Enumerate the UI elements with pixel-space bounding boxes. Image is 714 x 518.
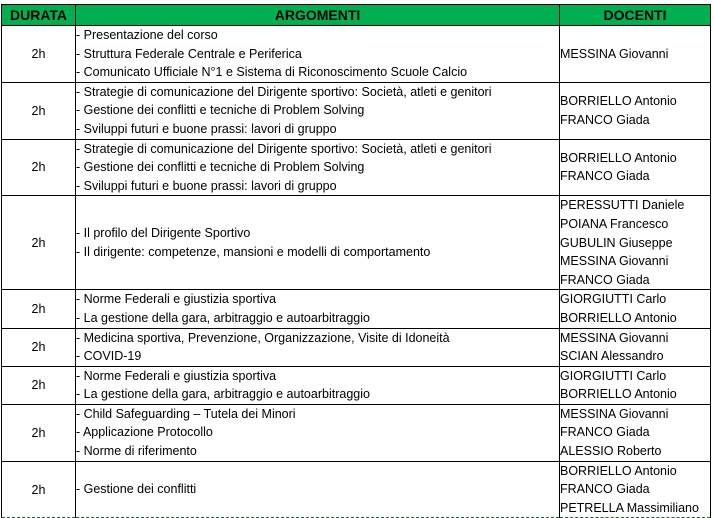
argomenti-cell	[76, 366, 560, 404]
docenti-cell	[560, 328, 711, 366]
durata-cell: 2h	[2, 366, 76, 404]
argomento-line: - Strategie di comunicazione del Dirigente sportivo: Società, atleti e genitori	[76, 84, 492, 99]
docente-line: BORRIELLO Antonio	[560, 310, 677, 325]
docenti-cell	[560, 82, 711, 139]
argomenti-cell	[76, 82, 560, 139]
table-row	[2, 461, 711, 518]
argomento-line: - Sviluppi futuri e buone prassi: lavori di gruppo	[76, 178, 337, 193]
docenti-cell	[560, 26, 711, 83]
argomenti-cell	[76, 461, 560, 518]
durata-cell: 2h	[2, 82, 76, 139]
table-row	[2, 290, 711, 328]
argomento-line: - COVID-19	[76, 349, 142, 364]
table-row	[2, 139, 711, 196]
argomento-line: - Struttura Federale Centrale e Periferica	[76, 46, 302, 61]
docente-line: FRANCO Giada	[560, 169, 650, 184]
durata-cell: 2h	[2, 461, 76, 518]
docente-line: BORRIELLO Antonio	[560, 387, 677, 402]
docente-line: GUBULIN Giuseppe	[560, 235, 673, 250]
argomento-line: - Il dirigente: competenze, mansioni e modelli di comportamento	[76, 244, 431, 259]
table-row	[2, 404, 711, 461]
schedule-table	[1, 4, 711, 518]
header-argomenti: ARGOMENTI	[76, 5, 560, 26]
argomento-line: - Child Safeguarding – Tutela dei Minori	[76, 406, 296, 421]
table-row	[2, 366, 711, 404]
docenti-cell	[560, 290, 711, 328]
docente-line: ALESSIO Roberto	[560, 444, 662, 459]
table-row	[2, 26, 711, 83]
argomenti-cell	[76, 404, 560, 461]
docente-line: MESSINA Giovanni	[560, 330, 669, 345]
argomenti-cell	[76, 328, 560, 366]
table-row	[2, 196, 711, 290]
docente-line: FRANCO Giada	[560, 272, 650, 287]
durata-cell: 2h	[2, 26, 76, 83]
docente-line: BORRIELLO Antonio	[560, 463, 677, 478]
docente-line: SCIAN Alessandro	[560, 349, 664, 364]
docente-line: MESSINA Giovanni	[560, 406, 669, 421]
docente-line: PETRELLA Massimiliano	[560, 500, 699, 515]
argomento-line: - Norme Federali e giustizia sportiva	[76, 292, 277, 307]
docente-line: MESSINA Giovanni	[560, 46, 669, 61]
docente-line: FRANCO Giada	[560, 425, 650, 440]
argomento-line: - Medicina sportiva, Prevenzione, Organizzazione, Visite di Idoneità	[76, 330, 450, 345]
argomenti-cell	[76, 139, 560, 196]
docenti-cell	[560, 196, 711, 290]
docente-line: PERESSUTTI Daniele	[560, 198, 685, 213]
docente-line: BORRIELLO Antonio	[560, 94, 677, 109]
argomento-line: - Norme di riferimento	[76, 444, 197, 459]
header-docenti: DOCENTI	[560, 5, 711, 26]
docenti-cell	[560, 139, 711, 196]
schedule-body	[2, 26, 711, 518]
table-row	[2, 328, 711, 366]
durata-cell: 2h	[2, 290, 76, 328]
argomento-line: - Strategie di comunicazione del Dirigente sportivo: Società, atleti e genitori	[76, 141, 492, 156]
argomenti-cell	[76, 290, 560, 328]
docente-line: FRANCO Giada	[560, 482, 650, 497]
durata-cell: 2h	[2, 404, 76, 461]
docenti-cell	[560, 366, 711, 404]
argomento-line: - La gestione della gara, arbitraggio e autoarbitraggio	[76, 387, 370, 402]
argomento-line: - Gestione dei conflitti e tecniche di Problem Solving	[76, 103, 365, 118]
argomento-line: - Il profilo del Dirigente Sportivo	[76, 226, 251, 241]
docente-line: BORRIELLO Antonio	[560, 150, 677, 165]
argomento-line: - Gestione dei conflitti e tecniche di Problem Solving	[76, 160, 365, 175]
argomenti-cell	[76, 196, 560, 290]
argomento-line: - Norme Federali e giustizia sportiva	[76, 368, 277, 383]
docente-line: GIORGIUTTI Carlo	[560, 368, 667, 383]
argomento-line: - Applicazione Protocollo	[76, 425, 213, 440]
argomento-line: - Presentazione del corso	[76, 28, 218, 42]
argomento-line: - La gestione della gara, arbitraggio e autoarbitraggio	[76, 310, 370, 325]
table-row	[2, 82, 711, 139]
argomento-line: - Gestione dei conflitti	[76, 482, 197, 497]
durata-cell: 2h	[2, 139, 76, 196]
docenti-cell	[560, 461, 711, 518]
argomenti-cell	[76, 26, 560, 83]
argomento-line: - Comunicato Ufficiale N°1 e Sistema di Riconoscimento Scuole Calcio	[76, 65, 468, 80]
docenti-cell	[560, 404, 711, 461]
docente-line: FRANCO Giada	[560, 112, 650, 127]
durata-cell: 2h	[2, 328, 76, 366]
header-row	[2, 5, 711, 26]
docente-line: GIORGIUTTI Carlo	[560, 292, 667, 307]
docente-line: POIANA Francesco	[560, 216, 669, 231]
durata-cell: 2h	[2, 196, 76, 290]
docente-line: MESSINA Giovanni	[560, 254, 669, 269]
header-durata: DURATA	[2, 5, 76, 26]
argomento-line: - Sviluppi futuri e buone prassi: lavori di gruppo	[76, 121, 337, 136]
